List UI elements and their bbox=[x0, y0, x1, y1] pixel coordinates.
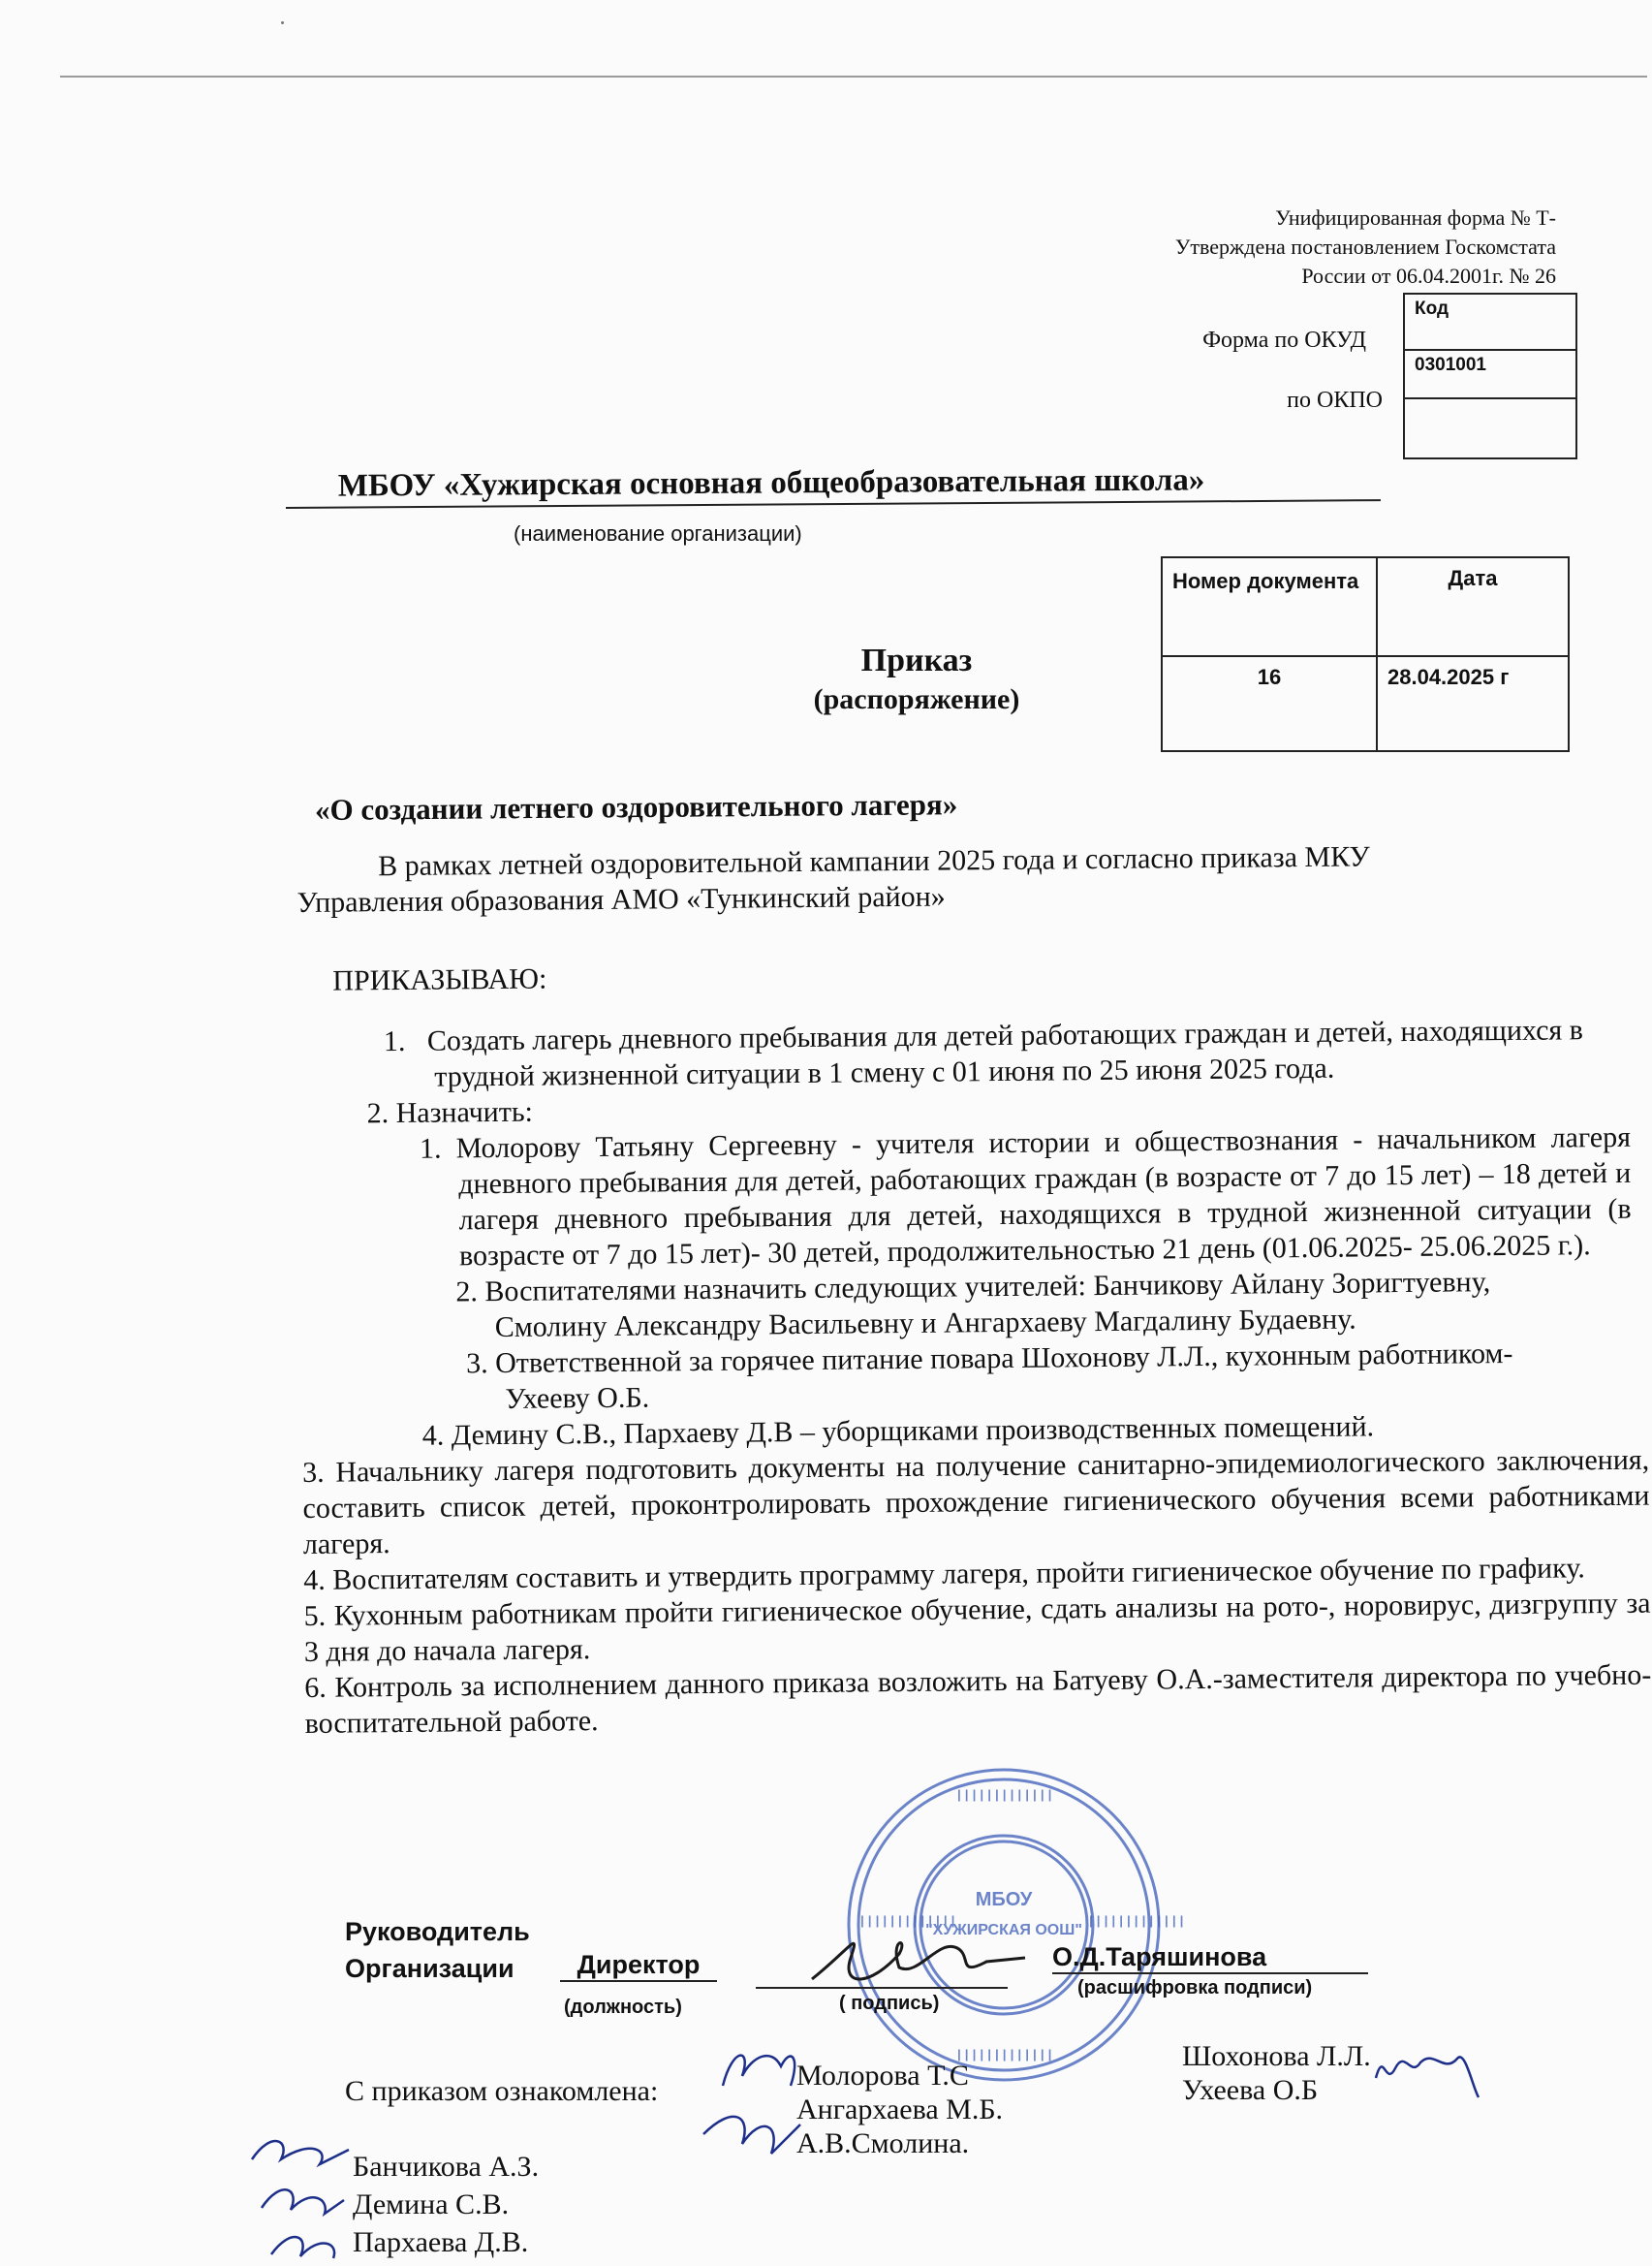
acquaintance-signature-right bbox=[1356, 2030, 1492, 2107]
signature-caption: ( подпись) bbox=[839, 1993, 940, 2014]
position-value: Директор bbox=[560, 1950, 717, 1982]
acquaintance-signatures-middle bbox=[694, 2028, 820, 2163]
scan-edge-line bbox=[60, 76, 1647, 78]
okud-code-cell: 0301001 bbox=[1404, 350, 1576, 398]
codes-table bbox=[1403, 293, 1577, 459]
stamp-text-1: МБОУ bbox=[975, 1889, 1033, 1910]
acquainted-col-1 bbox=[353, 2148, 539, 2261]
document-number-table bbox=[1161, 556, 1570, 752]
signer-name: О.Д.Таряшинова bbox=[1052, 1942, 1368, 1974]
approved-date-label: России от 06.04.2001г. № 26 bbox=[1301, 264, 1556, 288]
acquainted-col-2 bbox=[796, 2059, 1003, 2160]
order-subject: «О создании летнего оздоровительного лагеря» bbox=[314, 787, 958, 827]
director-signature bbox=[793, 1919, 1035, 1997]
order-item-2-3: 3. Ответственной за горячее питание повара Шохонову Л.Л., кухонным работником- Ухееву О.Б. bbox=[465, 1337, 1513, 1415]
head-line-1: Руководитель bbox=[345, 1917, 530, 1946]
acquainted-label: С приказом ознакомлена: bbox=[345, 2075, 659, 2107]
intro-line-1: В рамках летней оздоровительной кампании 2025 года и согласно приказа МКУ bbox=[378, 840, 1370, 883]
scan-speck bbox=[281, 21, 284, 24]
uniform-form-label: Унифицированная форма № Т- bbox=[1275, 205, 1556, 230]
intro-line-2: Управления образования АМО «Тункинский район» bbox=[296, 880, 946, 919]
acquaintance-signatures-left bbox=[233, 2121, 358, 2266]
doc-number-cell: 16 bbox=[1162, 656, 1377, 751]
organization-name: МБОУ «Хужирская основная общеобразовательная школа» bbox=[286, 461, 1381, 509]
order-item-2: 2. Назначить: bbox=[366, 1095, 534, 1130]
order-item-6: 6. Контроль за исполнением данного приказа возложить на Батуеву О.А.-заместителя директора по учебно-воспитательной работе. bbox=[304, 1658, 1652, 1740]
acquainted-name: Демина С.В. bbox=[353, 2188, 510, 2220]
document-title bbox=[781, 642, 1052, 719]
order-item-4: 4. Воспитателям составить и утвердить программу лагеря, пройти гигиеническое обучение по графику. bbox=[303, 1552, 1585, 1596]
acquainted-name: Ухеева О.Б bbox=[1182, 2074, 1319, 2106]
uniform-form-header bbox=[1175, 204, 1556, 291]
position-caption: (должность) bbox=[564, 1997, 682, 2018]
order-item-2-2: 2. Воспитателями назначить следующих учителей: Банчикову Айлану Зоригтуевну, Смолину Александру Васильевну и Ангархаеву Магдалину Будаевну. bbox=[455, 1266, 1491, 1344]
svg-text:|||||||||||||: ||||||||||||| bbox=[1087, 1914, 1186, 1929]
code-header-cell: Код bbox=[1404, 294, 1576, 350]
order-word: ПРИКАЗЫВАЮ: bbox=[332, 962, 547, 997]
svg-text:|||||||||||||: ||||||||||||| bbox=[955, 1788, 1054, 1803]
doc-date-cell: 28.04.2025 г bbox=[1377, 656, 1569, 751]
okpo-code-cell bbox=[1404, 398, 1576, 458]
approved-by-label: Утверждена постановлением Госкомстата bbox=[1174, 235, 1556, 259]
acquainted-name: Молорова Т.С bbox=[796, 2060, 969, 2092]
okud-label: Форма по ОКУД bbox=[1202, 328, 1366, 353]
acquainted-name: Шохонова Л.Л. bbox=[1182, 2040, 1371, 2072]
acquainted-name: Банчикова А.З. bbox=[353, 2151, 540, 2183]
doc-date-header: Дата bbox=[1377, 557, 1569, 656]
doc-number-header: Номер документа bbox=[1162, 557, 1377, 656]
order-item-3: 3. Начальнику лагеря подготовить документы на получение санитарно-эпидемиологического заключения, составить список детей, проконтролировать прохождение гигиенического обучения всеми работниками лагеря. bbox=[302, 1443, 1650, 1560]
order-body bbox=[296, 836, 1652, 1742]
order-item-2-1: 1. Молорову Татьяну Сергеевну - учителя истории и обществознания - начальником лагеря дневного пребывания для детей, работающих граждан (в возрасте от 7 до 15 лет) – 18 детей и лагеря дневного пребывания для детей, находящихся в трудной жизненной ситуации (в возрасте от 7 до 15 лет)- 30 детей, продолжительностью 21 день (01.06.2025- 25.06.2025 г.). bbox=[419, 1120, 1632, 1273]
svg-text:|||||||||||||: ||||||||||||| bbox=[955, 2048, 1054, 2062]
organization-caption: (наименование организации) bbox=[514, 521, 802, 546]
okpo-label: по ОКПО bbox=[1287, 388, 1383, 413]
acquainted-name: А.В.Смолина. bbox=[796, 2127, 970, 2159]
order-item-1: 1. Создать лагерь дневного пребывания для детей работающих граждан и детей, находящихся в трудной жизненной ситуации в 1 смену с 01 июня по 25 июня 2025 года. bbox=[383, 1014, 1584, 1093]
order-item-5: 5. Кухонным работникам пройти гигиеническое обучение, сдать анализы на рото-, норовирус, дизгруппу за 3 дня до начала лагеря. bbox=[303, 1587, 1651, 1668]
head-line-2: Организации bbox=[345, 1954, 514, 1983]
order-item-2-4: 4. Демину С.В., Пархаеву Д.В – уборщиками производственных помещений. bbox=[421, 1410, 1375, 1452]
acquainted-name: Ангархаева М.Б. bbox=[796, 2093, 1004, 2125]
title-sub: (распоряжение) bbox=[813, 683, 1020, 715]
svg-text:|||||||||||||: ||||||||||||| bbox=[858, 1914, 957, 1929]
title-main: Приказ bbox=[860, 643, 973, 678]
acquainted-name: Пархаева Д.В. bbox=[353, 2226, 529, 2258]
stamp-text-2: "ХУЖИРСКАЯ ООШ" bbox=[925, 1922, 1082, 1938]
decode-caption: (расшифровка подписи) bbox=[1077, 1977, 1313, 1998]
acquainted-col-3 bbox=[1182, 2039, 1371, 2107]
